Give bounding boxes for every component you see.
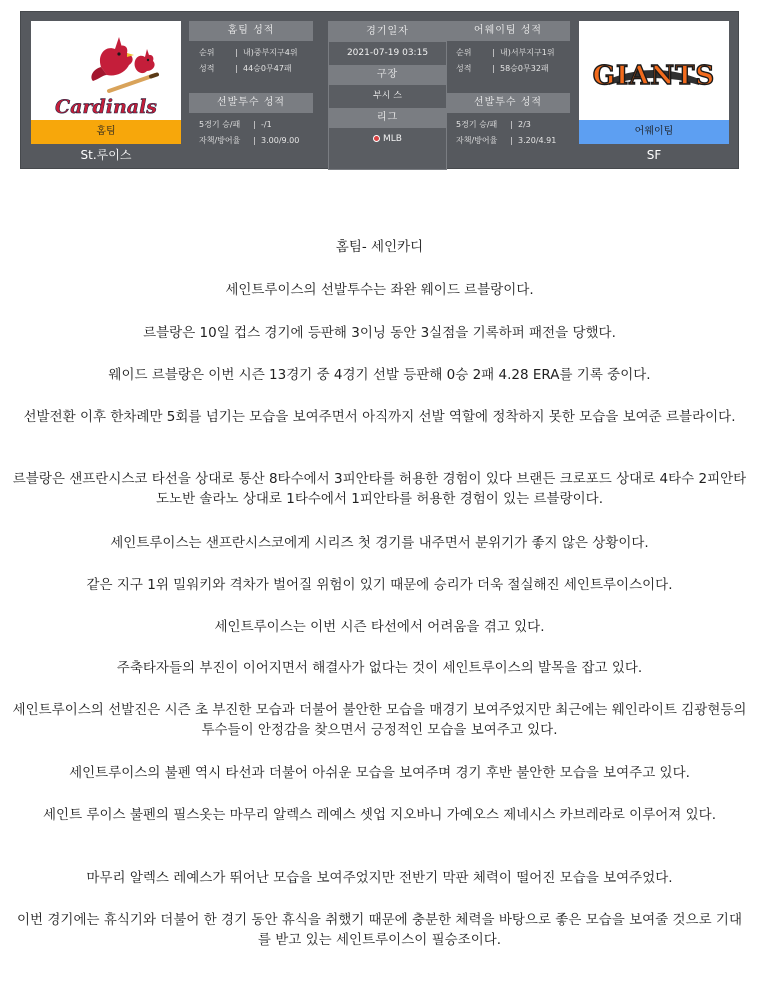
- away-rank-row: 순위 | 내)서부지구1위: [456, 45, 560, 61]
- article-paragraph: 웨이드 르블랑은 이번 시즌 13경기 중 4경기 선발 등판해 0승 2패 4.28 ERA를 기록 중이다.: [108, 367, 651, 383]
- match-date: 2021-07-19 03:15: [346, 48, 429, 58]
- article-paragraph: 르블랑은 샌프란시스코 타선을 상대로 통산 8타수에서 3피안타를 허용한 경험이 있다 브랜든 크로포드 상대로 4타수 2피안타 도노반 솔라노 상대로 1타수에서 1피안타를 허용한 경험이 있는 르블랑이다.: [12, 471, 747, 507]
- league-header: 리그: [329, 108, 446, 128]
- away-rank-value: 내)서부지구1위: [500, 48, 555, 57]
- home-team-logo: [31, 21, 181, 120]
- away-pitcher-header: 선발투수 성적: [446, 93, 570, 113]
- home-pitcher-era-value: 3.00/9.00: [261, 136, 300, 145]
- article-paragraph: 선발전환 이후 한차례만 5회를 넘기는 모습을 보여주면서 아직까지 선발 역할에 정착하지 못한 모습을 보여준 르블라이다.: [23, 409, 736, 425]
- away-pitcher-wl-row: 5경기 승/패 | 2/3: [456, 117, 560, 133]
- away-stats-header: 어웨이팀 성적: [446, 21, 570, 41]
- article-paragraph: 세인트루이스의 선발투수는 좌완 웨이드 르블랑이다.: [225, 282, 534, 298]
- cardinals-logo-text: Cardinals: [55, 96, 157, 118]
- article-paragraph: 세인트루이스의 선발진은 시즌 초 부진한 모습과 더불어 불안한 모습을 매경기 보여주었지만 최근에는 웨인라이트 김광현등의 투수들이 안정감을 찾으면서 긍정적인 모습을 보여주고 있다.: [12, 702, 747, 738]
- home-team-name: St.루이스: [80, 148, 132, 162]
- home-record-row: 성적 | 44승0무47패: [199, 61, 303, 77]
- article-paragraph: 르블랑은 10일 컵스 경기에 등판해 3이닝 동안 3실점을 기록하퍼 패전을 당했다.: [143, 325, 616, 341]
- venue-header: 구장: [329, 65, 446, 85]
- match-card: [20, 11, 739, 169]
- home-rank-value: 내)중부지구4위: [243, 48, 298, 57]
- article-paragraph: 세인트루이스는 이번 시즌 타선에서 어려움을 겪고 있다.: [214, 619, 545, 635]
- home-stats-header: 홈팀 성적: [189, 21, 313, 41]
- league-value: [329, 128, 446, 151]
- home-pitcher-wl-row: 5경기 승/패 | -/1: [199, 117, 303, 133]
- article-paragraph: 홈팀- 세인카디: [335, 239, 424, 255]
- away-record-value: 58승0무32패: [500, 64, 549, 73]
- home-pitcher-header: 선발투수 성적: [189, 93, 313, 113]
- article-paragraph: 같은 지구 1위 밀워키와 격차가 벌어질 위험이 있기 때문에 승리가 더욱 절실해진 세인트루이스이다.: [86, 577, 673, 593]
- home-rank-row: 순위 | 내)중부지구4위: [199, 45, 303, 61]
- home-stats-column: [189, 21, 313, 165]
- away-team-box: [579, 21, 729, 169]
- away-team-tag: 어웨이팀: [579, 120, 729, 144]
- article-paragraph: 주축타자들의 부진이 이어지면서 해결사가 없다는 것이 세인트루이스의 발목을 잡고 있다.: [116, 660, 643, 676]
- venue-name: 부시 스: [373, 91, 402, 101]
- mlb-icon: [373, 135, 380, 142]
- article-paragraph: 마무리 알렉스 레예스가 뛰어난 모습을 보여주었지만 전반기 막판 체력이 떨어진 모습을 보여주었다.: [86, 870, 673, 886]
- article-paragraph: 세인트루이스는 샌프란시스코에게 시리즈 첫 경기를 내주면서 분위기가 좋지 않은 상황이다.: [110, 535, 649, 551]
- match-info-column: [328, 21, 451, 170]
- league-name: MLB: [383, 134, 402, 144]
- away-pitcher-era-value: 3.20/4.91: [518, 136, 557, 145]
- article-paragraph: 세인트루이스의 불펜 역시 타선과 더불어 아쉬운 모습을 보여주며 경기 후반 불안한 모습을 보여주고 있다.: [69, 765, 690, 781]
- article-paragraph: 이번 경기에는 휴식기와 더불어 한 경기 동안 휴식을 취했기 때문에 충분한 체력을 바탕으로 좋은 모습을 보여줄 것으로 기대를 받고 있는 세인트루이스이 필승조이다.: [17, 912, 742, 948]
- article-paragraph: 세인트 루이스 불펜의 필스옷는 마무리 알렉스 레예스 셋업 지오바니 가예오스 제네시스 카브레라로 이루어져 있다.: [42, 807, 716, 823]
- away-pitcher-era-row: 자책/방어율 | 3.20/4.91: [456, 133, 560, 149]
- giants-logo-text: GIANTS: [592, 61, 716, 91]
- away-record-row: 성적 | 58승0무32패: [456, 61, 560, 77]
- home-pitcher-wl-value: -/1: [261, 120, 272, 129]
- home-team-box: [31, 21, 181, 169]
- cardinals-logo-icon: [31, 21, 181, 120]
- away-team-name: SF: [646, 148, 662, 162]
- home-record-value: 44승0무47패: [243, 64, 292, 73]
- match-date-header: 경기일자: [329, 22, 446, 42]
- giants-logo-icon: [579, 21, 729, 120]
- home-pitcher-era-row: 자책/방어율 | 3.00/9.00: [199, 133, 303, 149]
- away-pitcher-wl-value: 2/3: [518, 120, 531, 129]
- away-stats-column: [446, 21, 570, 165]
- away-team-logo: [579, 21, 729, 120]
- home-team-tag: 홈팀: [31, 120, 181, 144]
